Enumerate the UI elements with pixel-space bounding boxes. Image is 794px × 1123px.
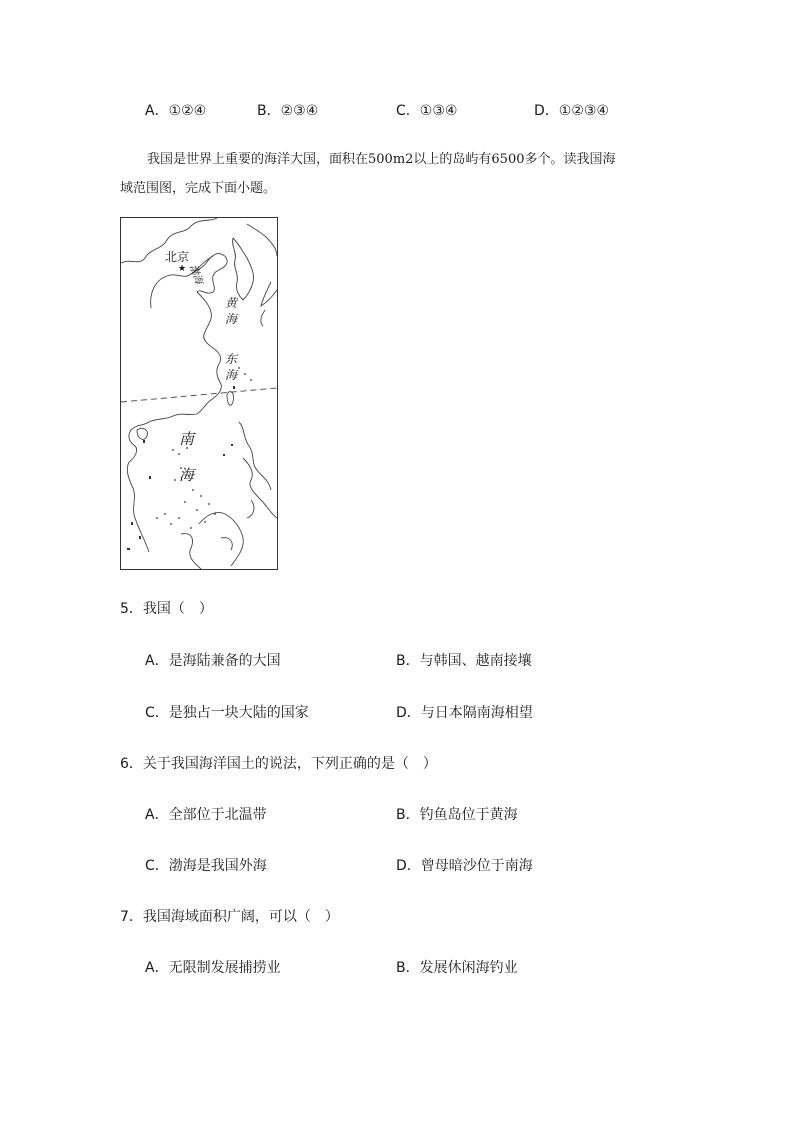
korea-peninsula [233,238,254,300]
china-sea-map [120,217,278,570]
question-6-option-b: B．钓鱼岛位于黄海 [396,807,518,823]
intro-line-2: 域范围图，完成下面小题。 [120,181,277,196]
prev-option-b: B．②③④ [257,103,319,119]
prev-option-a: A．①②④ [145,103,207,119]
philippines-islands [243,458,277,518]
hainan-island [137,428,147,439]
taiwan-island [227,392,234,406]
question-5-stem: 5．我国（ ） [120,601,213,617]
map-label-donghai-1: 东 [225,352,238,366]
luzon-coast [239,422,271,490]
china-east-coast [197,292,221,414]
question-6-option-a: A．全部位于北温带 [145,807,267,823]
malay-coast [181,534,201,569]
prev-option-c: C．①③④ [396,103,458,119]
map-label-bohai: 渤海 [186,263,205,286]
question-5-option-b: B．与韩国、越南接壤 [396,653,532,669]
question-5-option-a: A．是海陆兼备的大国 [145,653,281,669]
tropic-line [121,388,277,402]
indochina-coast [127,462,149,552]
kyushu-coast [261,310,265,326]
intro-line-1: 我国是世界上重要的海洋大国，面积在500m2以上的岛屿有6500多个。读我国海 [147,152,616,167]
beijing-star-icon: ★ [178,264,187,274]
question-5-option-d: D．与日本隔南海相望 [396,705,533,721]
question-7-stem: 7．我国海域面积广阔，可以（ ） [120,909,339,925]
map-label-huanghai-2: 海 [225,312,238,326]
borneo-coast [199,512,243,566]
map-label-nanhai-1: 南 [179,430,195,448]
question-7-option-a: A．无限制发展捕捞业 [145,960,281,976]
question-6-option-d: D．曾母暗沙位于南海 [396,858,533,874]
question-6-option-c: C．渤海是我国外海 [145,858,267,874]
map-label-beijing: 北京 [165,250,190,264]
prev-option-d: D．①②③④ [534,103,609,119]
question-6-stem: 6．关于我国海洋国土的说法，下列正确的是（ ） [120,756,437,772]
question-5-option-c: C．是独占一块大陆的国家 [145,705,309,721]
philippines-small [247,500,254,518]
japan-coast [261,282,277,306]
borneo-inner [221,538,232,550]
map-label-huanghai-1: 黄 [225,296,238,310]
question-7-option-b: B．发展休闲海钓业 [396,960,518,976]
map-label-donghai-2: 海 [225,368,238,382]
northeast-coast [247,224,277,256]
map-label-nanhai-2: 海 [179,466,195,484]
